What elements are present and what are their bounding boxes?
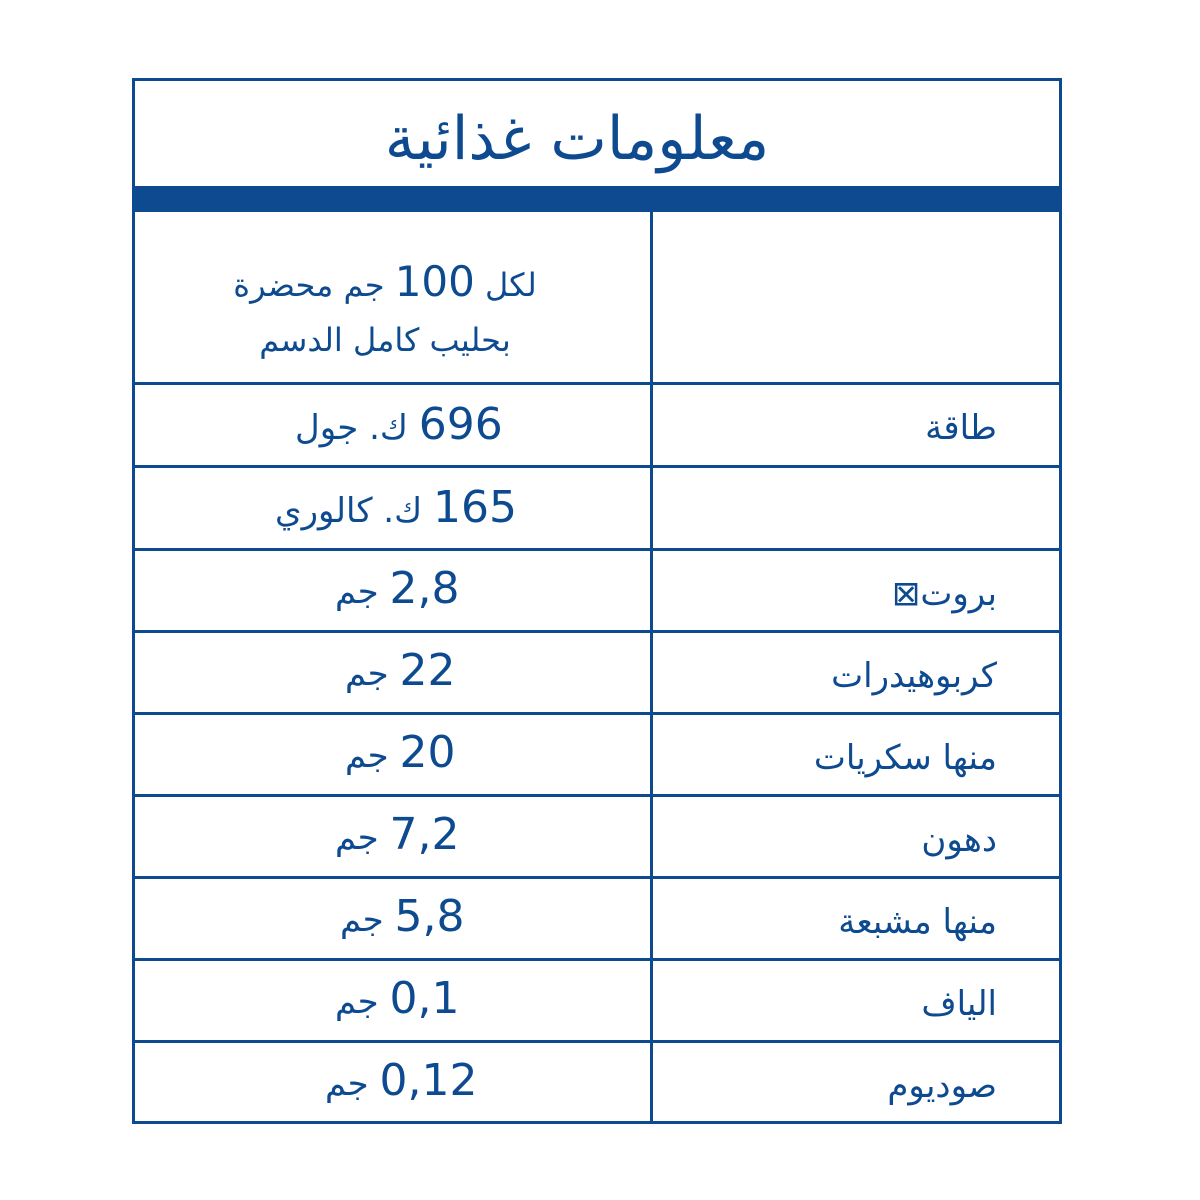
nutrient-unit: جم — [335, 818, 379, 858]
nutrient-unit: ك. كالوري — [275, 491, 423, 531]
nutrient-unit: جم — [335, 572, 379, 612]
nutrient-value — [275, 482, 517, 533]
nutrient-number: 0,1 — [389, 973, 460, 1024]
title-divider-bar — [135, 186, 1059, 212]
serving-description — [195, 248, 575, 366]
nutrient-value — [335, 563, 460, 614]
nutrient-row-sugars — [135, 715, 1059, 797]
nutrient-number: 0,12 — [379, 1055, 478, 1106]
nutrient-label: كربوهيدرات — [831, 656, 997, 696]
nutrient-row-saturated-fat — [135, 879, 1059, 961]
nutrient-unit: ك. جول — [295, 408, 408, 448]
nutrient-row-carbohydrates — [135, 633, 1059, 715]
nutrient-row-energy-kcal — [135, 468, 1059, 551]
nutrient-unit: جم — [335, 982, 379, 1022]
nutrient-number: 2,8 — [389, 563, 460, 614]
nutrient-number: 7,2 — [389, 809, 460, 860]
nutrition-facts-panel — [132, 78, 1062, 1124]
serving-line-2: بحليب كامل الدسم — [259, 321, 511, 360]
serving-line-1 — [195, 248, 575, 315]
nutrient-label: طاقة — [925, 408, 997, 448]
nutrient-value — [335, 809, 460, 860]
nutrient-number: 165 — [432, 482, 517, 533]
nutrient-label: منها سكريات — [813, 738, 997, 778]
nutrient-unit: جم — [345, 654, 389, 694]
title-row — [135, 81, 1059, 186]
nutrient-number: 22 — [399, 645, 456, 696]
serving-prefix: لكل — [485, 266, 537, 304]
nutrient-label: بروت⊠ — [891, 574, 997, 614]
nutrient-row-sodium — [135, 1043, 1059, 1121]
nutrient-unit: جم — [345, 736, 389, 776]
nutrient-label: منها مشبعة — [838, 902, 997, 942]
nutrient-row-fibre — [135, 961, 1059, 1043]
nutrient-row-protein — [135, 551, 1059, 633]
serving-amount: 100 — [394, 257, 475, 306]
nutrient-value — [325, 1055, 478, 1106]
nutrient-value — [295, 399, 503, 450]
nutrient-value — [345, 727, 456, 778]
nutrient-label: دهون — [921, 820, 997, 860]
nutrient-number: 5,8 — [394, 891, 465, 942]
header-row — [135, 212, 1059, 385]
nutrient-unit: جم — [340, 900, 384, 940]
nutrient-number: 20 — [399, 727, 456, 778]
nutrient-row-energy-kj — [135, 385, 1059, 468]
nutrient-label: الياف — [921, 984, 997, 1024]
nutrient-number: 696 — [418, 399, 503, 450]
nutrient-unit: جم — [325, 1064, 369, 1104]
serving-suffix: جم محضرة — [233, 266, 385, 304]
panel-title: معلومات غذائية — [384, 103, 770, 174]
nutrient-label: صوديوم — [887, 1066, 997, 1106]
nutrient-value — [340, 891, 465, 942]
nutrient-value — [345, 645, 456, 696]
nutrient-row-fat — [135, 797, 1059, 879]
nutrient-value — [335, 973, 460, 1024]
